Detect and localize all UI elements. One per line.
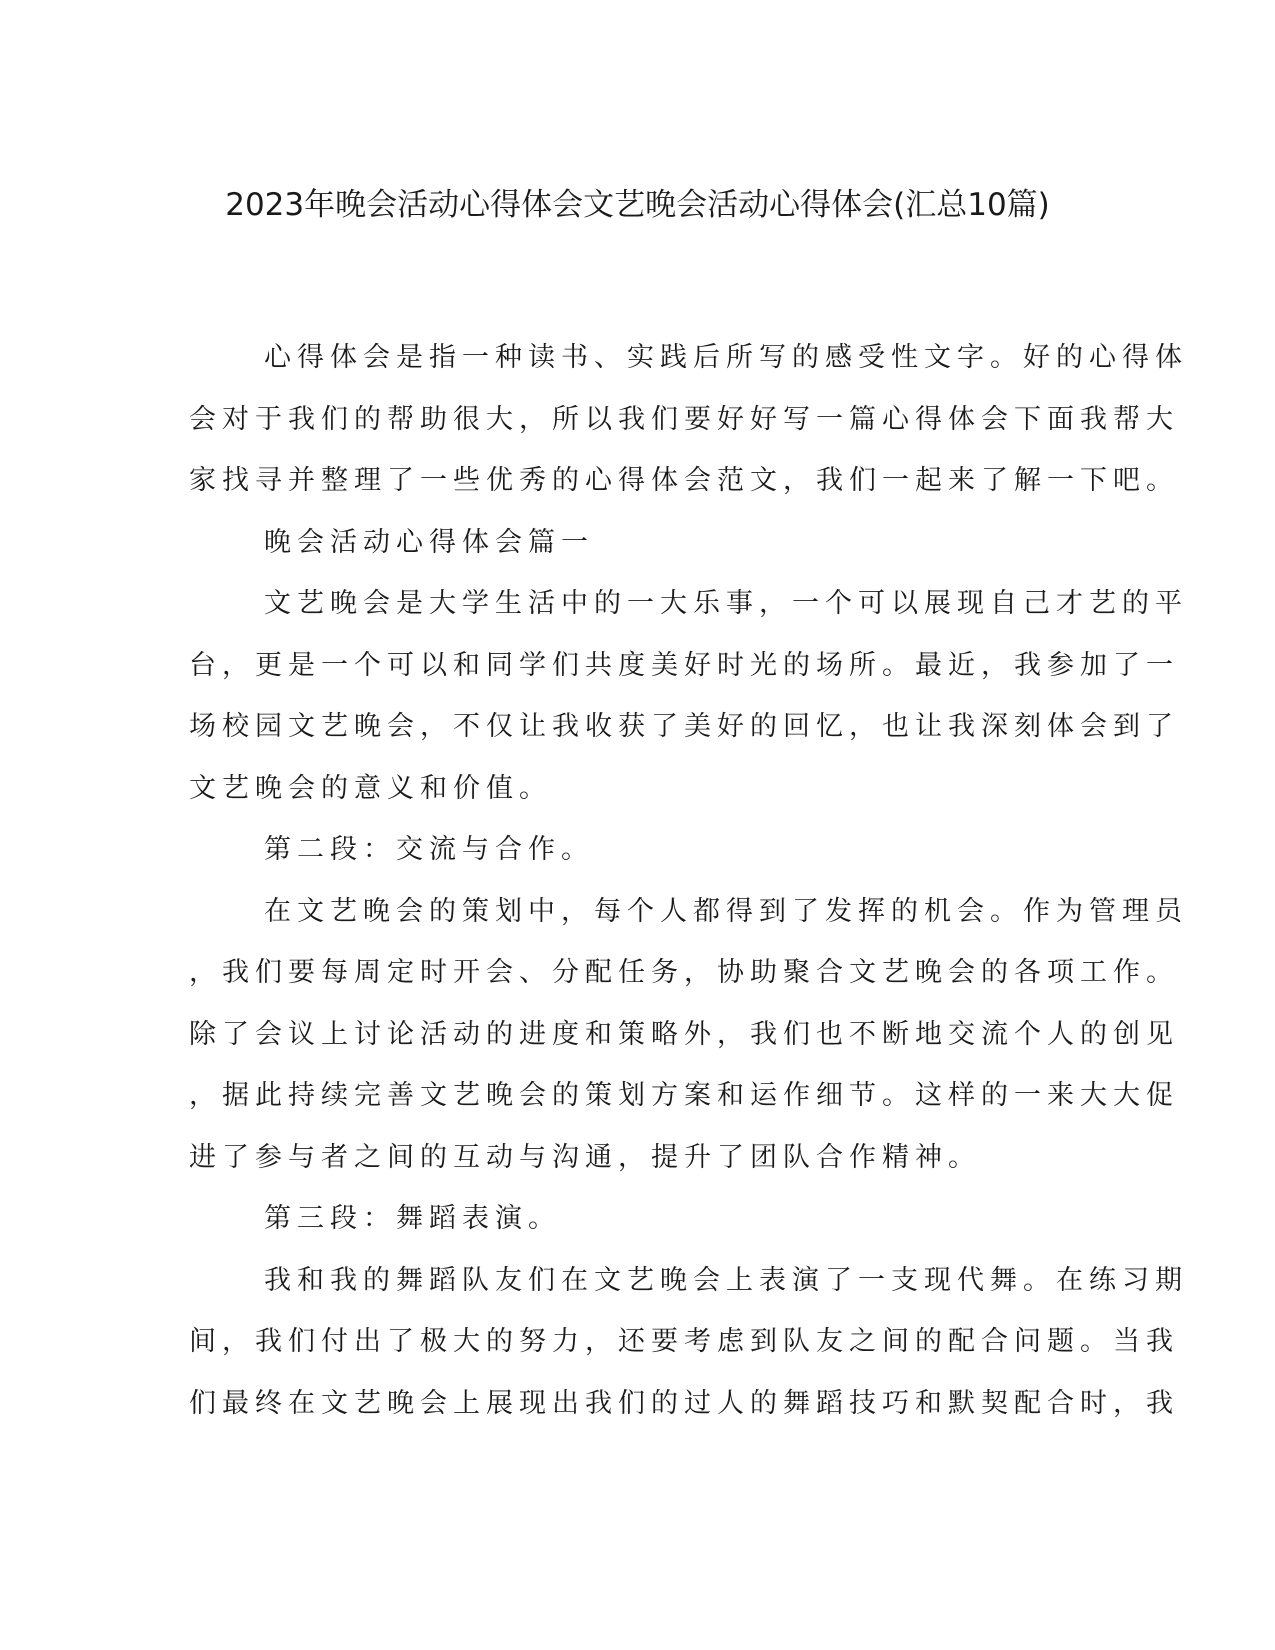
- section-heading: 第三段：舞蹈表演。: [264, 1203, 561, 1234]
- text-line: 会对于我们的帮助很大，所以我们要好好写一篇心得体会下面我帮大: [189, 403, 1179, 435]
- document-title: 2023年晚会活动心得体会文艺晚会活动心得体会(汇总10篇): [225, 187, 1050, 223]
- text-line: 我和我的舞蹈队友们在文艺晚会上表演了一支现代舞。在练习期: [264, 1264, 1188, 1296]
- text-line: 文艺晚会是大学生活中的一大乐事，一个可以展现自己才艺的平: [264, 588, 1188, 619]
- document-body: [189, 327, 1188, 1434]
- text-line: 台，更是一个可以和同学们共度美好时光的场所。最近，我参加了一: [189, 649, 1179, 681]
- text-line: 场校园文艺晚会，不仅让我收获了美好的回忆，也让我深刻体会到了: [189, 711, 1179, 742]
- text-line: 们最终在文艺晚会上展现出我们的过人的舞蹈技巧和默契配合时，我: [189, 1387, 1179, 1419]
- text-line: ，我们要每周定时开会、分配任务，协助聚合文艺晚会的各项工作。: [189, 957, 1179, 988]
- text-line: 文艺晚会的意义和价值。: [189, 772, 552, 804]
- text-line: 除了会议上讨论活动的进度和策略外，我们也不断地交流个人的创见: [189, 1018, 1179, 1050]
- text-line: 进了参与者之间的互动与沟通，提升了团队合作精神。: [189, 1141, 981, 1173]
- text-line: ，据此持续完善文艺晚会的策划方案和运作细节。这样的一来大大促: [189, 1080, 1179, 1111]
- text-line: 心得体会是指一种读书、实践后所写的感受性文字。好的心得体: [264, 342, 1188, 373]
- section-heading: 晚会活动心得体会篇一: [264, 526, 594, 558]
- section-heading: 第二段：交流与合作。: [264, 834, 594, 865]
- text-line: 在文艺晚会的策划中，每个人都得到了发挥的机会。作为管理员: [264, 895, 1188, 927]
- text-line: 家找寻并整理了一些优秀的心得体会范文，我们一起来了解一下吧。: [189, 465, 1179, 496]
- text-line: 间，我们付出了极大的努力，还要考虑到队友之间的配合问题。当我: [189, 1326, 1179, 1357]
